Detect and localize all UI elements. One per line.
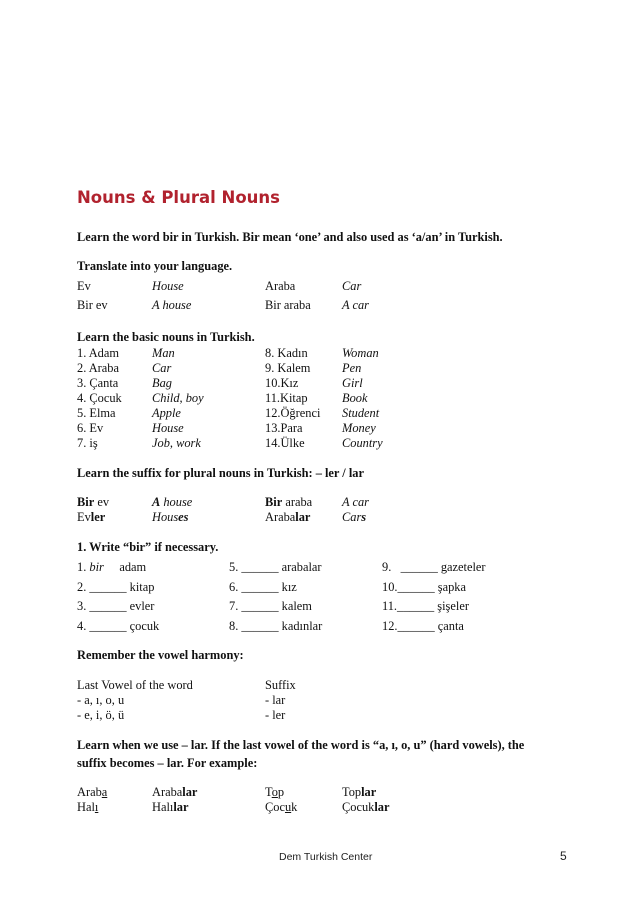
suffix-bold: es xyxy=(178,510,189,524)
harmony-cell: - a, ı, o, u xyxy=(77,693,125,707)
noun-cell: 14.Ülke xyxy=(265,436,305,450)
exercise-word: adam xyxy=(103,560,147,574)
harmony-cell: - ler xyxy=(265,708,286,722)
lar-text: p xyxy=(277,785,285,799)
harmony-cell: Suffix xyxy=(265,678,296,692)
exercise-num: 1. xyxy=(77,560,90,574)
lar-cell xyxy=(152,800,188,815)
translate-cell: Bir ev xyxy=(77,298,108,312)
page-number: 5 xyxy=(560,849,567,863)
exercise-item: 11.______ şişeler xyxy=(382,599,469,613)
suffix-text: Araba xyxy=(265,510,296,524)
translate-cell: Araba xyxy=(265,279,296,293)
noun-cell: 2. Araba xyxy=(77,361,119,375)
noun-cell: Country xyxy=(342,436,383,450)
translate-cell: A car xyxy=(342,298,369,312)
lar-heading-line-2: suffix becomes – lar. For example: xyxy=(77,756,258,770)
noun-cell: House xyxy=(152,421,184,435)
lar-vowel: o xyxy=(271,785,278,799)
lar-cell xyxy=(342,800,390,815)
suffix-bold: ler xyxy=(90,510,106,524)
exercise-item: 12.______ çanta xyxy=(382,619,464,633)
suffix-text: Hous xyxy=(152,510,179,524)
footer-center: Dem Turkish Center xyxy=(279,851,373,863)
suffix-cell: A car xyxy=(342,495,369,509)
suffix-bold: Bir xyxy=(265,495,283,509)
harmony-cell: - lar xyxy=(265,693,286,707)
suffix-bold: lar xyxy=(295,510,311,524)
translate-cell: Bir araba xyxy=(265,298,311,312)
suffix-text: ev xyxy=(94,495,110,509)
noun-cell: Student xyxy=(342,406,380,420)
lar-text: T xyxy=(265,785,272,799)
noun-cell: 7. iş xyxy=(77,436,98,450)
noun-cell: 11.Kitap xyxy=(265,391,308,405)
exercise-item: 9. ______ gazeteler xyxy=(382,560,486,574)
lar-text: Çocuk xyxy=(342,800,375,814)
lar-text: k xyxy=(291,800,298,814)
exercise-heading: 1. Write “bir” if necessary. xyxy=(77,540,219,554)
suffix-text: Car xyxy=(342,510,362,524)
exercise-item xyxy=(77,560,146,575)
noun-cell: Money xyxy=(342,421,376,435)
lar-cell xyxy=(152,785,197,800)
translate-cell: Car xyxy=(342,279,362,293)
lar-vowel: a xyxy=(101,785,108,799)
noun-cell: Bag xyxy=(152,376,172,390)
exercise-item: 10.______ şapka xyxy=(382,580,466,594)
translate-cell: A house xyxy=(152,298,192,312)
suffix-text: house xyxy=(160,495,193,509)
suffix-cell xyxy=(265,510,310,525)
exercise-item: 7. ______ kalem xyxy=(229,599,312,613)
harmony-heading: Remember the vowel harmony: xyxy=(77,648,244,662)
harmony-cell: - e, i, ö, ü xyxy=(77,708,125,722)
lar-bold: lar xyxy=(182,785,198,799)
lar-cell xyxy=(265,800,297,815)
suffix-cell xyxy=(152,495,192,510)
exercise-item: 6. ______ kız xyxy=(229,580,297,594)
translate-cell: House xyxy=(152,279,184,293)
noun-cell: Job, work xyxy=(152,436,201,450)
noun-cell: 9. Kalem xyxy=(265,361,311,375)
lar-cell xyxy=(342,785,376,800)
suffix-text: Ev xyxy=(77,510,91,524)
suffix-bold: A xyxy=(152,495,161,509)
suffix-bold: Bir xyxy=(77,495,95,509)
suffix-heading: Learn the suffix for plural nouns in Turkish: – ler / lar xyxy=(77,466,364,480)
noun-cell: Book xyxy=(342,391,368,405)
lar-cell xyxy=(265,785,284,800)
exercise-item: 4. ______ çocuk xyxy=(77,619,160,633)
noun-cell: 5. Elma xyxy=(77,406,116,420)
noun-cell: 10.Kız xyxy=(265,376,299,390)
exercise-item: 5. ______ arabalar xyxy=(229,560,322,574)
intro-text: Learn the word bir in Turkish. Bir mean ‘one’ and also used as ‘a/an’ in Turkish. xyxy=(77,230,503,244)
lar-bold: lar xyxy=(173,800,189,814)
harmony-cell: Last Vowel of the word xyxy=(77,678,193,692)
exercise-item: 3. ______ evler xyxy=(77,599,155,613)
suffix-cell xyxy=(77,510,105,525)
noun-cell: 13.Para xyxy=(265,421,303,435)
lar-bold: lar xyxy=(361,785,377,799)
suffix-cell xyxy=(77,495,109,510)
lar-cell xyxy=(77,800,98,815)
noun-cell: 4. Çocuk xyxy=(77,391,122,405)
suffix-cell xyxy=(342,510,366,525)
lar-bold: lar xyxy=(374,800,390,814)
noun-cell: 6. Ev xyxy=(77,421,104,435)
suffix-bold: s xyxy=(361,510,367,524)
lar-text: Araba xyxy=(152,785,183,799)
lar-heading-line-1: Learn when we use – lar. If the last vowel of the word is “a, ı, o, u” (hard vowels), the xyxy=(77,738,525,752)
noun-cell: Car xyxy=(152,361,172,375)
suffix-cell xyxy=(265,495,312,510)
noun-cell: 12.Öğrenci xyxy=(265,406,321,420)
exercise-answer: bir xyxy=(89,560,104,574)
noun-cell: Woman xyxy=(342,346,379,360)
lar-vowel: ı xyxy=(94,800,99,814)
noun-cell: 3. Çanta xyxy=(77,376,119,390)
page-title: Nouns & Plural Nouns xyxy=(77,188,280,207)
lar-vowel: u xyxy=(284,800,292,814)
lar-text: Çoc xyxy=(265,800,285,814)
noun-cell: Girl xyxy=(342,376,363,390)
noun-cell: Apple xyxy=(152,406,181,420)
suffix-text: araba xyxy=(282,495,313,509)
lar-text: Top xyxy=(342,785,362,799)
noun-cell: Pen xyxy=(342,361,362,375)
lar-text: Arab xyxy=(77,785,102,799)
noun-cell: Child, boy xyxy=(152,391,204,405)
lar-cell xyxy=(77,785,107,800)
exercise-item: 8. ______ kadınlar xyxy=(229,619,323,633)
noun-cell: Man xyxy=(152,346,175,360)
noun-cell: 8. Kadın xyxy=(265,346,308,360)
lar-text: Hal xyxy=(77,800,95,814)
basic-nouns-heading: Learn the basic nouns in Turkish. xyxy=(77,330,255,344)
lar-text: Halı xyxy=(152,800,174,814)
exercise-item: 2. ______ kitap xyxy=(77,580,155,594)
translate-cell: Ev xyxy=(77,279,91,293)
noun-cell: 1. Adam xyxy=(77,346,119,360)
suffix-cell xyxy=(152,510,189,525)
translate-heading: Translate into your language. xyxy=(77,259,233,273)
